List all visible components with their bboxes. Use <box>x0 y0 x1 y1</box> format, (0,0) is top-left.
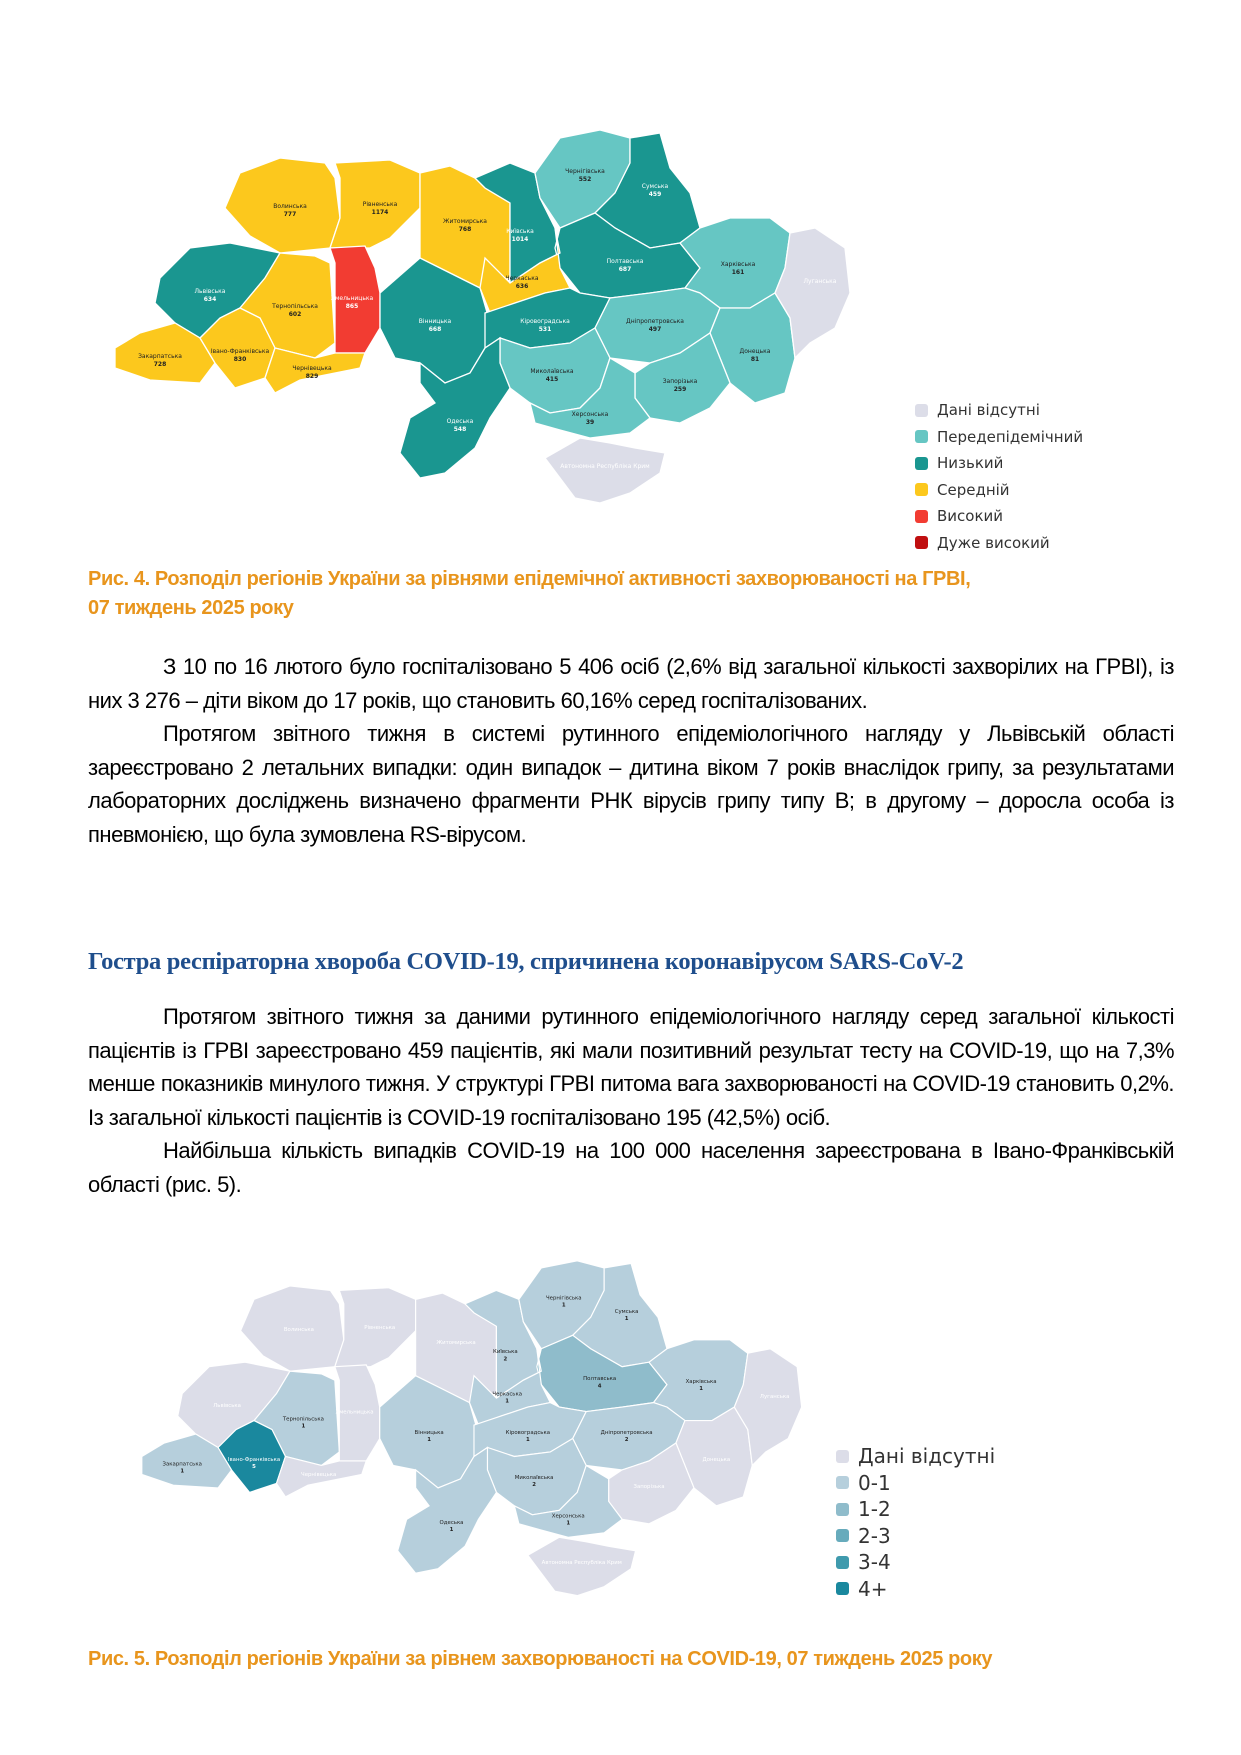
region-value-label: 668 <box>428 326 442 333</box>
region-name-label: Миколаївська <box>530 368 574 375</box>
legend-item <box>915 477 1083 504</box>
legend-item <box>915 450 1083 477</box>
region-name-label: Житомирська <box>436 1340 476 1347</box>
region-value-label: 1014 <box>511 236 529 243</box>
region-value-label: 2 <box>532 1482 536 1489</box>
region-value-label: 1174 <box>371 209 389 216</box>
region-name-label: Хмельницька <box>330 295 374 302</box>
region-name-label: Закарпатська <box>162 1461 202 1468</box>
region-value-label: 830 <box>233 356 247 363</box>
region-name-label: Миколаївська <box>514 1474 554 1481</box>
region-name-label: Закарпатська <box>138 353 182 360</box>
region-name-label: Запорізька <box>662 378 698 385</box>
legend-swatch <box>836 1476 849 1489</box>
legend-swatch <box>915 404 928 417</box>
legend-label: Середній <box>937 480 1010 499</box>
region-name-label: Тернопільська <box>272 303 318 310</box>
figure4-map <box>90 118 860 558</box>
region-value-label: 1 <box>699 1386 703 1393</box>
region-name-label: Херсонська <box>551 1513 585 1520</box>
region-value-label: 415 <box>545 376 559 383</box>
region-name-label: Волинська <box>273 203 307 210</box>
region-name-label: Івано-Франківська <box>210 348 270 355</box>
region-value-label: 636 <box>515 283 529 290</box>
legend-item <box>915 397 1083 424</box>
paragraphs-hospitalization <box>88 650 1174 851</box>
legend-swatch <box>915 536 928 549</box>
region-value-label: 1 <box>525 1437 530 1444</box>
region-name-label: Дніпропетровська <box>626 318 684 325</box>
region-name-label: Одеська <box>439 1519 464 1526</box>
legend-label: Низький <box>937 454 1004 473</box>
figure4-caption-line2: 07 тиждень 2025 року <box>88 597 294 619</box>
region-name-label: Львівська <box>213 1403 241 1410</box>
region-value-label: 1 <box>561 1302 566 1309</box>
region-name-label: Одеська <box>446 418 474 425</box>
region-value-label: 829 <box>305 373 319 380</box>
legend-label: 1-2 <box>858 1497 891 1522</box>
region-name-label: Сумська <box>641 183 669 190</box>
region-25 <box>528 1537 636 1595</box>
region-name-label: Волинська <box>283 1326 314 1333</box>
figure5-caption <box>88 1645 992 1674</box>
region-value-label: 1 <box>505 1398 510 1405</box>
region-value-label: 548 <box>453 426 467 433</box>
legend-label: Дуже високий <box>937 533 1050 552</box>
region-value-label: 768 <box>458 226 472 233</box>
region-name-label: Харківська <box>720 261 756 268</box>
region-name-label: Луганська <box>759 1394 790 1401</box>
legend-label: 4+ <box>858 1576 888 1601</box>
region-value-label: 531 <box>538 326 552 333</box>
region-1 <box>330 160 420 248</box>
region-value-label: 2 <box>624 1437 629 1444</box>
region-name-label: Вінницька <box>414 1430 444 1437</box>
region-name-label: Черкаська <box>492 1391 522 1398</box>
region-name-label: Івано-Франківська <box>227 1456 281 1463</box>
region-name-label: Чернігівська <box>565 168 605 175</box>
legend-label: Дані відсутні <box>858 1444 996 1469</box>
region-name-label: Донецька <box>739 348 771 355</box>
region-value-label: 865 <box>345 303 359 310</box>
legend-item <box>836 1549 995 1576</box>
region-value-label: 552 <box>578 176 592 183</box>
region-value-label: 1 <box>449 1526 454 1533</box>
paragraphs-covid <box>88 1000 1174 1201</box>
region-shape <box>545 438 665 503</box>
paragraph-hospitalized: З 10 по 16 лютого було госпіталізовано 5 406 осіб (2,6% від загальної кількості захворілих на ГРВІ), із них 3 276 – діти віком до 17 років, що становить 60,16% серед госпіталізованих. <box>88 654 1174 713</box>
legend-label: 0-1 <box>858 1470 891 1495</box>
legend-item <box>836 1470 995 1497</box>
region-value-label: 161 <box>731 269 745 276</box>
region-name-label: Хмельницька <box>335 1409 374 1416</box>
region-name-label: Львівська <box>194 288 226 295</box>
ukraine-map-covid <box>100 1250 830 1645</box>
legend-swatch <box>836 1450 849 1463</box>
legend-label: 3-4 <box>858 1550 891 1575</box>
section-heading-covid: Гостра респіраторна хвороба COVID-19, спричинена коронавірусом SARS-CoV-2 <box>88 948 964 975</box>
region-0 <box>241 1286 344 1371</box>
region-name-label: Автономна Республіка Крим <box>541 1560 622 1567</box>
region-value-label: 39 <box>585 419 595 426</box>
legend-item <box>915 530 1083 557</box>
legend-item <box>915 503 1083 530</box>
legend-item <box>836 1496 995 1523</box>
legend-item <box>915 424 1083 451</box>
legend-swatch <box>915 457 928 470</box>
region-25 <box>545 438 665 503</box>
region-shape <box>528 1537 636 1595</box>
region-value-label: 259 <box>673 386 687 393</box>
region-0 <box>225 158 340 253</box>
region-name-label: Рівненська <box>362 201 398 208</box>
region-name-label: Київська <box>506 228 534 235</box>
region-value-label: 5 <box>252 1464 256 1471</box>
region-name-label: Полтавська <box>583 1376 617 1383</box>
region-name-label: Запорізька <box>633 1483 665 1490</box>
legend-swatch <box>836 1582 849 1595</box>
legend-item <box>836 1523 995 1550</box>
region-name-label: Житомирська <box>443 218 487 225</box>
region-name-label: Тернопільська <box>282 1416 324 1423</box>
legend-swatch <box>836 1529 849 1542</box>
region-value-label: 728 <box>153 361 167 368</box>
region-name-label: Автономна Республіка Крим <box>560 463 650 470</box>
region-1 <box>335 1288 416 1367</box>
region-name-label: Донецька <box>702 1456 731 1463</box>
region-name-label: Дніпропетровська <box>600 1430 653 1437</box>
figure5-map <box>100 1250 830 1645</box>
legend-swatch <box>915 510 928 523</box>
ukraine-map-ari <box>90 118 860 558</box>
legend-label: Високий <box>937 507 1004 526</box>
legend-swatch <box>836 1503 849 1516</box>
region-value-label: 1 <box>427 1437 431 1444</box>
legend-swatch <box>915 430 928 443</box>
region-value-label: 4 <box>597 1383 602 1390</box>
legend-item <box>836 1576 995 1603</box>
legend-item <box>836 1443 995 1470</box>
region-name-label: Харківська <box>685 1378 717 1385</box>
region-value-label: 602 <box>288 311 302 318</box>
legend-label: 2-3 <box>858 1523 891 1548</box>
legend-swatch <box>836 1556 849 1569</box>
region-value-label: 1 <box>566 1520 571 1527</box>
paragraph-fatal-cases: Протягом звітного тижня в системі рутинного епідеміологічного нагляду у Львівській області зареєстровано 2 летальних випадки: один випадок – дитина віком 7 років внаслідок грипу, за результатами лабораторних досліджень визначено фрагменти РНК вірусів грипу типу B; в другому – доросла особа із пневмонією, що була зумовлена RS-вірусом. <box>88 721 1174 847</box>
figure4-caption <box>88 565 970 623</box>
figure4-caption-line1: Рис. 4. Розподіл регіонів України за рівнями епідемічної активності захворюваності на ГРВІ, <box>88 568 971 590</box>
figure4-legend <box>915 397 1083 556</box>
paragraph-covid-stats: Протягом звітного тижня за даними рутинного епідеміологічного нагляду серед загальної кількості пацієнтів із ГРВІ зареєстровано 459 пацієнтів, які мали позитивний результат тесту на COVID-19, що на 7,3% менше показників минулого тижня. У структурі ГРВІ питома вага захворюваності на COVID-19 становить 0,2%. Із загальної кількості пацієнтів із COVID-19 госпіталізовано 195 (42,5%) осіб. <box>88 1004 1174 1130</box>
region-name-label: Херсонська <box>571 411 609 418</box>
region-value-label: 1 <box>180 1468 185 1475</box>
legend-label: Дані відсутні <box>937 401 1040 420</box>
region-value-label: 634 <box>203 296 217 303</box>
legend-label: Передепідемічний <box>937 427 1084 446</box>
region-name-label: Кіровоградська <box>520 318 570 325</box>
region-value-label: 1 <box>301 1423 306 1430</box>
region-value-label: 2 <box>503 1356 508 1363</box>
region-name-label: Черкаська <box>505 275 539 282</box>
region-value-label: 1 <box>624 1316 629 1323</box>
region-name-label: Кіровоградська <box>505 1430 551 1437</box>
figure5-caption-text: Рис. 5. Розподіл регіонів України за рівнем захворюваності на COVID-19, 07 тиждень 2025 року <box>88 1648 993 1670</box>
region-5 <box>330 246 380 353</box>
region-name-label: Київська <box>493 1349 518 1356</box>
region-name-label: Чернівецька <box>301 1472 337 1479</box>
region-name-label: Полтавська <box>606 258 644 265</box>
region-name-label: Луганська <box>803 278 837 285</box>
region-value-label: 777 <box>283 211 297 218</box>
region-value-label: 81 <box>750 356 760 363</box>
figure5-legend <box>836 1443 995 1602</box>
legend-swatch <box>915 483 928 496</box>
region-name-label: Сумська <box>614 1308 639 1315</box>
region-value-label: 687 <box>618 266 632 273</box>
region-value-label: 497 <box>648 326 662 333</box>
region-5 <box>335 1365 380 1461</box>
region-name-label: Чернігівська <box>545 1295 582 1302</box>
paragraph-covid-highest: Найбільша кількість випадків COVID-19 на 100 000 населення зареєстрована в Івано-Франківській області (рис. 5). <box>88 1138 1174 1197</box>
region-name-label: Вінницька <box>418 318 452 325</box>
region-value-label: 459 <box>648 191 662 198</box>
region-name-label: Рівненська <box>364 1325 396 1331</box>
region-name-label: Чернівецька <box>292 365 332 372</box>
